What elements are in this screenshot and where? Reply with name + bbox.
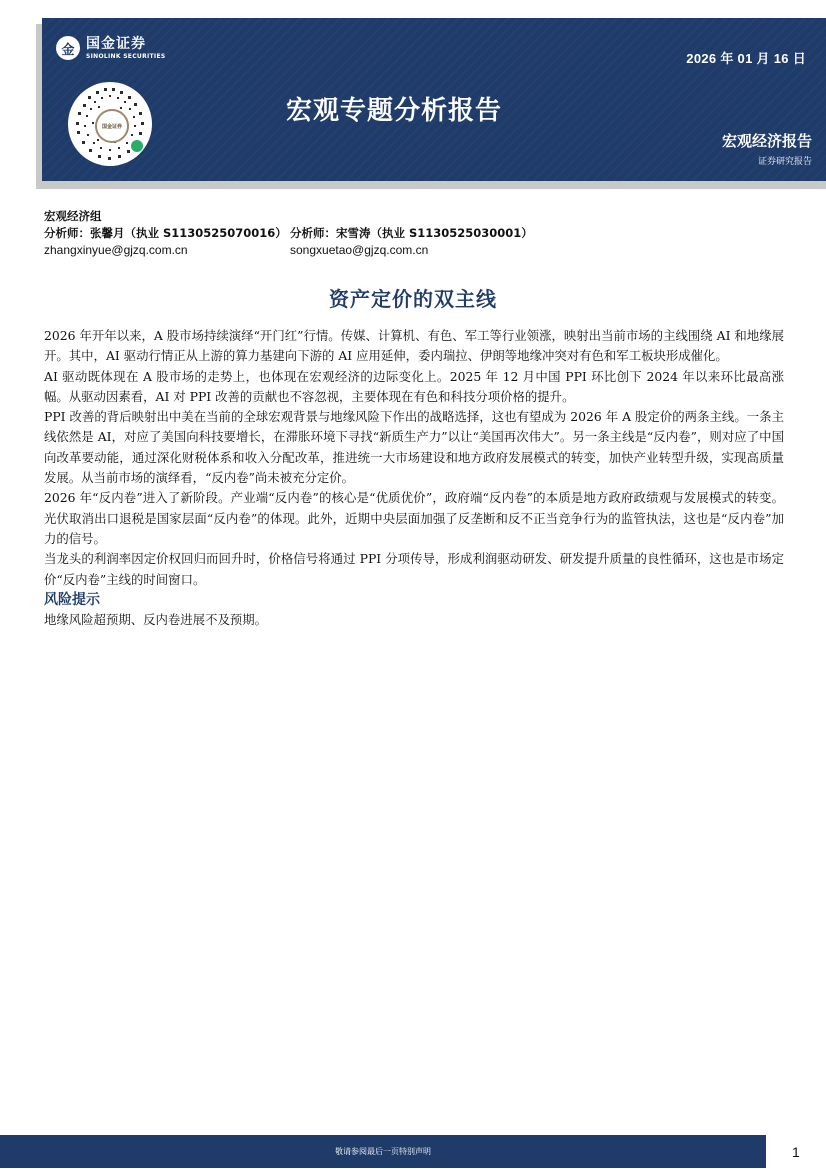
analyst-block	[44, 208, 533, 259]
qr-center-logo: 国金证券	[95, 109, 129, 143]
qr-code[interactable]	[68, 82, 152, 166]
paragraph: 当龙头的利润率因定价权回归而回升时，价格信号将通过 PPI 分项传导，形成利润驱动研发、研发提升质量的良性循环，这也是市场定价“反内卷”主线的时间窗口。	[44, 551, 784, 587]
paragraph: AI 驱动既体现在 A 股市场的走势上，也体现在宏观经济的边际变化上。2025 年 12 月中国 PPI 环比创下 2024 年以来环比最高涨幅。从驱动因素看，AI 对 PPI 改善的贡献也不容忽视，主要体现在有色和科技分项价格的提升。	[44, 368, 784, 404]
page-number: 1	[792, 1144, 800, 1160]
page-footer	[0, 1134, 826, 1169]
analyst-1: 分析师：张馨月（执业 S1130525070016）	[44, 226, 287, 240]
paragraph: PPI 改善的背后映射出中美在当前的全球宏观背景与地缘风险下作出的战略选择，这也有望成为 2026 年 A 股定价的两条主线。一条主线依然是 AI，对应了美国向科技要增长，在滞胀环境下寻找“新质生产力”以让“美国再次伟大”。另一条主线是“反内卷”，则对应了中国向改革要动能，通过深化财税体系和收入分配改革，推进统一大市场建设和地方政府发展模式的转变，加快产业转型升级，实现高质量发展。从当前市场的演绎看，“反内卷”尚未被充分定价。	[44, 409, 784, 486]
report-subtype: 证券研究报告	[757, 157, 812, 167]
report-title: 宏观专题分析报告	[286, 96, 503, 126]
analyst-2-email[interactable]: songxuetao@gjzq.com.cn	[290, 243, 429, 257]
report-header	[42, 18, 826, 181]
analyst-2: 分析师：宋雪涛（执业 S1130525030001）	[290, 226, 533, 240]
analyst-group: 宏观经济组	[44, 209, 102, 223]
brand-logo	[56, 36, 165, 60]
article-body	[44, 326, 784, 630]
paragraph: 2026 年开年以来，A 股市场持续演绎“开门红”行情。传媒、计算机、有色、军工等行业领涨，映射出当前市场的主线围绕 AI 和地缘展开。其中，AI 驱动行情正从上游的算力基建向下游的 AI 应用延伸，委内瑞拉、伊朗等地缘冲突对有色和军工板块形成催化。	[44, 328, 784, 364]
risk-text: 地缘风险超预期、反内卷进展不及预期。	[44, 611, 268, 627]
wechat-badge-icon	[131, 140, 143, 152]
risk-heading: 风险提示	[44, 591, 100, 608]
report-type: 宏观经济报告	[721, 132, 812, 150]
report-date: 2026 年 01 月 16 日	[686, 51, 806, 66]
paragraph: 2026 年“反内卷”进入了新阶段。产业端“反内卷”的核心是“优质优价”，政府端“反内卷”的本质是地方政府政绩观与发展模式的转变。光伏取消出口退税是国家层面“反内卷”的体现。此外，近期中央层面加强了反垄断和反不正当竞争行为的监管执法，这也是“反内卷”加力的信号。	[44, 490, 784, 546]
logo-en-name: SINOLINK SECURITIES	[86, 52, 166, 60]
footer-notice: 敬请参阅最后一页特别声明	[0, 1135, 766, 1168]
logo-icon: 金	[56, 36, 80, 60]
article-title: 资产定价的双主线	[329, 287, 497, 311]
analyst-1-email[interactable]: zhangxinyue@gjzq.com.cn	[44, 243, 188, 257]
logo-cn-name: 国金证券	[86, 35, 146, 52]
